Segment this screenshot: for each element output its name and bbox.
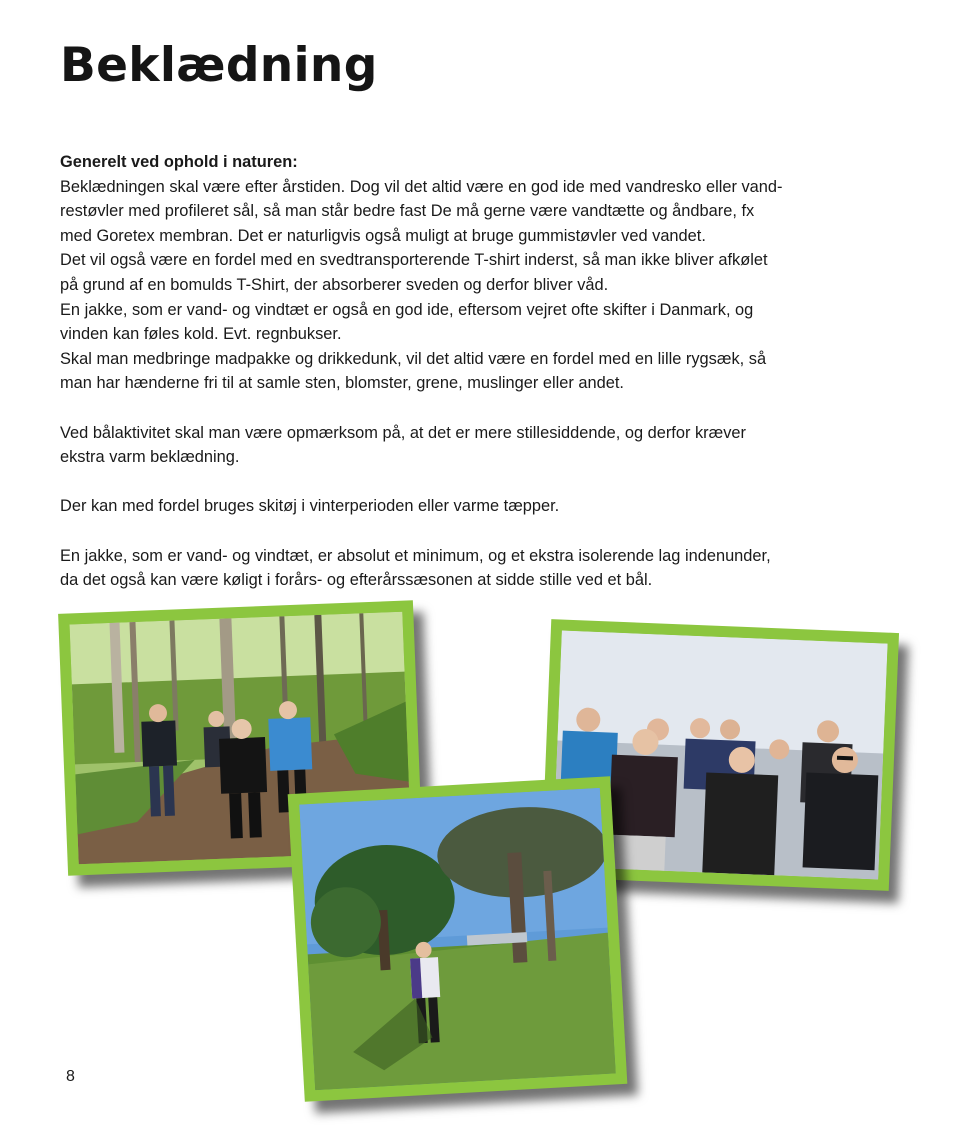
- text-line: man har hænderne fri til at samle sten, blomster, grene, muslinger eller andet.: [60, 374, 624, 393]
- text-line: på grund af en bomulds T-Shirt, der absorberer sveden og derfor bliver våd.: [60, 275, 609, 294]
- text-line: Ved bålaktivitet skal man være opmærksom på, at det er mere stillesiddende, og derfor kræver: [60, 423, 746, 442]
- text-line: Beklædningen skal være efter årstiden. Dog vil det altid være en god ide med vandresko eller vand-: [60, 177, 783, 196]
- text-line: En jakke, som er vand- og vindtæt, er absolut et minimum, og et ekstra isolerende lag indenunder,: [60, 546, 771, 565]
- text-line: Der kan med fordel bruges skitøj i vinterperioden eller varme tæpper.: [60, 497, 560, 516]
- text-line: vinden kan føles kold. Evt. regnbukser.: [60, 325, 342, 344]
- page-title: Beklædning: [60, 38, 378, 93]
- text-line: restøvler med profileret sål, så man står bedre fast De må gerne være vandtætte og åndbare, fx: [60, 202, 755, 221]
- text-line: da det også kan være køligt i forårs- og efterårssæsonen at sidde stille ved et bål.: [60, 571, 653, 590]
- paragraph-general: [60, 150, 910, 396]
- photo-park-walk: [288, 776, 628, 1102]
- section-heading: Generelt ved ophold i naturen:: [60, 153, 298, 171]
- text-line: Det vil også være en fordel med en svedtransporterende T-shirt inderst, så man ikke bliver afkølet: [60, 251, 768, 270]
- text-line: Skal man medbringe madpakke og drikkedunk, vil det altid være en fordel med en lille rygsæk, så: [60, 349, 767, 368]
- text-line: En jakke, som er vand- og vindtæt er også en god ide, eftersom vejret ofte skifter i Danmark, og: [60, 300, 754, 319]
- paragraph-fire: [60, 421, 910, 470]
- park-image: [299, 788, 615, 1090]
- body-text: [60, 150, 910, 617]
- text-line: med Goretex membran. Det er naturligvis også muligt at bruge gummistøvler ved vandet.: [60, 226, 706, 245]
- page-number: 8: [66, 1068, 75, 1085]
- text-line: ekstra varm beklædning.: [60, 448, 240, 467]
- paragraph-ski: [60, 494, 910, 519]
- paragraph-jacket: [60, 544, 910, 593]
